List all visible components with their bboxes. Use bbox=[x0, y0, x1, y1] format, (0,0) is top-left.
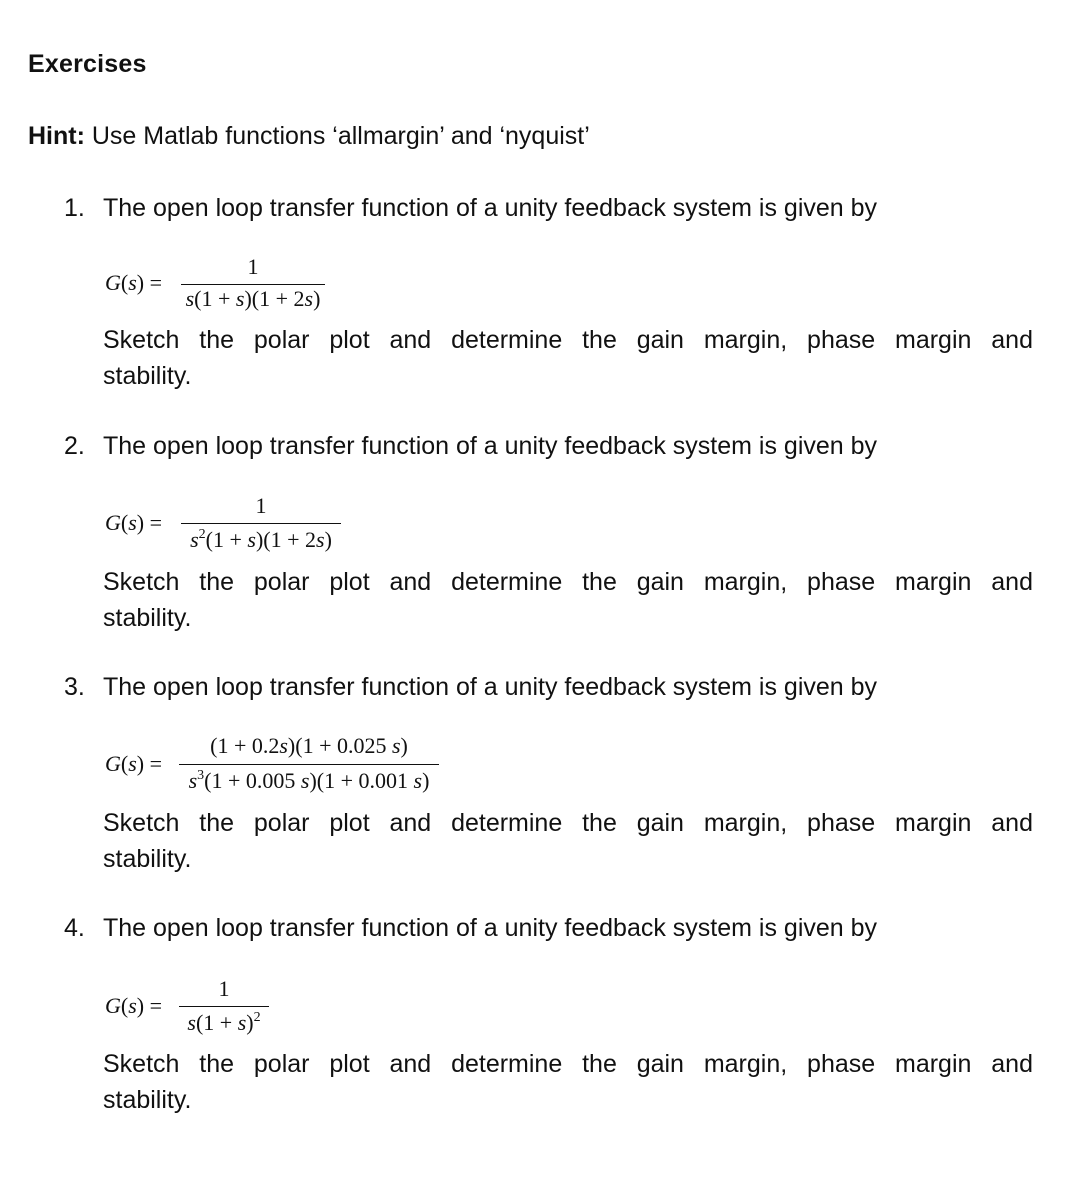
instruction-line: Sketch the polar plot and determine the gain margin, phase margin and bbox=[103, 326, 1033, 354]
exercise-instruction-4 bbox=[103, 1046, 1033, 1118]
fraction-bar bbox=[179, 1006, 269, 1007]
exercise-statement: The open loop transfer function of a unity feedback system is given by bbox=[103, 194, 878, 222]
instruction-line: Sketch the polar plot and determine the gain margin, phase margin and bbox=[103, 809, 1033, 837]
exercise-instruction-1 bbox=[103, 322, 1033, 394]
fraction-denominator: $s^2(1 + s)(1 + 2s)$ bbox=[190, 527, 332, 552]
fraction bbox=[179, 976, 269, 1038]
exercise-instruction-3 bbox=[103, 805, 1033, 877]
instruction-line: stability. bbox=[103, 604, 192, 632]
instruction-line: Sketch the polar plot and determine the gain margin, phase margin and bbox=[103, 1050, 1033, 1078]
fraction-bar bbox=[179, 764, 439, 765]
fraction-bar bbox=[181, 523, 341, 524]
fraction-numerator: 1 bbox=[247, 254, 259, 279]
fraction-denominator: $s^3(1 + 0.005$ s)(1 + 0.001 s) bbox=[188, 768, 430, 793]
exercise-number: 2. bbox=[64, 432, 85, 460]
fraction-numerator: 1 bbox=[218, 976, 230, 1001]
hint-label: Hint: bbox=[28, 122, 85, 150]
exercise-statement: The open loop transfer function of a unity feedback system is given by bbox=[103, 914, 878, 942]
transfer-function-1 bbox=[105, 254, 345, 314]
instruction-line: stability. bbox=[103, 362, 192, 390]
exercise-statement: The open loop transfer function of a unity feedback system is given by bbox=[103, 673, 878, 701]
formula-lhs: G(s) = bbox=[105, 751, 163, 776]
fraction-bar bbox=[181, 284, 325, 285]
hint-text: Use Matlab functions ‘allmargin’ and ‘nyquist’ bbox=[84, 122, 590, 150]
fraction-denominator: $s(1 + s)^2$ bbox=[187, 1010, 261, 1035]
fraction-numerator: (1 + 0.2s)(1 + 0.025 s) bbox=[210, 733, 408, 758]
fraction-denominator: s(1 + s)(1 + 2s) bbox=[185, 286, 321, 311]
fraction bbox=[181, 493, 341, 555]
hint-line bbox=[28, 122, 590, 151]
instruction-line: stability. bbox=[103, 1086, 192, 1114]
exercise-number: 4. bbox=[64, 914, 85, 942]
transfer-function-3 bbox=[105, 733, 465, 797]
transfer-function-4 bbox=[105, 976, 305, 1038]
fraction bbox=[181, 254, 325, 314]
exercise-statement: The open loop transfer function of a unity feedback system is given by bbox=[103, 432, 878, 460]
instruction-line: Sketch the polar plot and determine the gain margin, phase margin and bbox=[103, 568, 1033, 596]
transfer-function-2 bbox=[105, 493, 365, 555]
exercise-instruction-2 bbox=[103, 564, 1033, 636]
instruction-line: stability. bbox=[103, 845, 192, 873]
page-title: Exercises bbox=[28, 50, 147, 78]
formula-lhs: G(s) = bbox=[105, 993, 163, 1018]
fraction-numerator: 1 bbox=[255, 493, 267, 518]
fraction bbox=[179, 733, 439, 797]
exercise-number: 1. bbox=[64, 194, 85, 222]
formula-lhs: G(s) = bbox=[105, 510, 163, 535]
formula-lhs: G(s) = bbox=[105, 270, 163, 295]
exercise-number: 3. bbox=[64, 673, 85, 701]
